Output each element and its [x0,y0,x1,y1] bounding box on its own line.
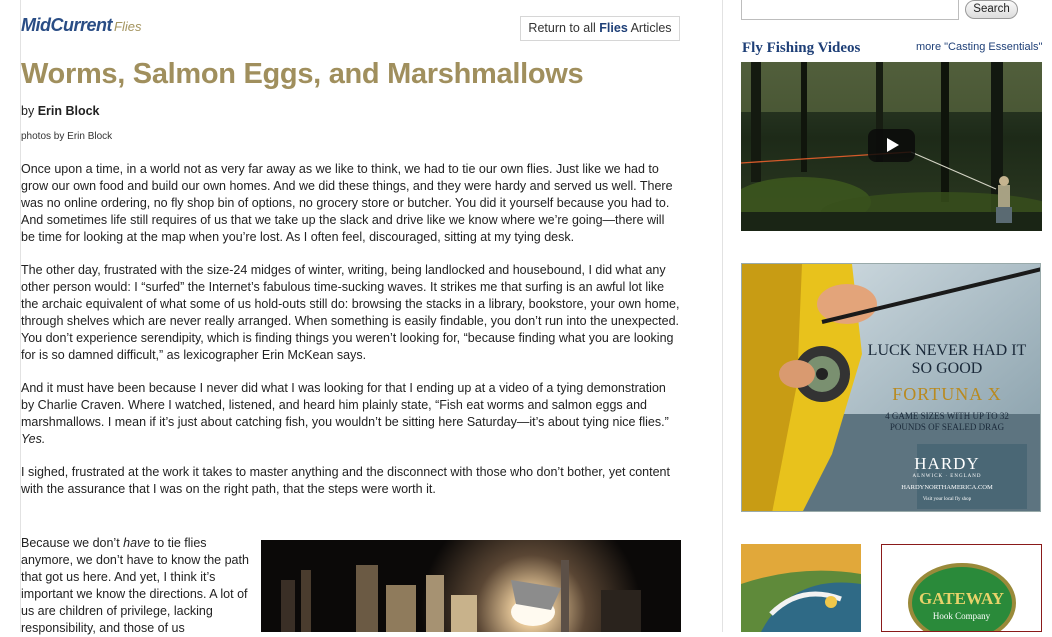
ad-brand: HARDY [914,454,980,473]
sidebar-gateway-ad[interactable] [881,544,1042,632]
section-label[interactable]: Flies [114,19,142,34]
return-to-articles-button[interactable] [520,16,680,41]
videos-heading: Fly Fishing Videos [742,40,861,56]
author-name[interactable]: Erin Block [37,104,100,118]
play-icon[interactable] [868,129,915,162]
photo-credit: photos by Erin Block [21,131,113,142]
gateway-sub: Hook Company [932,611,991,621]
paragraph-5 [21,535,251,637]
search-button[interactable]: Search [965,0,1018,19]
return-suffix: Articles [627,21,672,35]
paragraph-1: Once upon a time, in a world not as very far away as we like to think, we had to tie our own flies. Just like we had to grow our own food and build our own homes. And we did these things, and they were hardy and served us well. There was no online ordering, no fly shop bin of options, no grocery store or butcher. You did it yourself because you had to. And sometimes life still requires of us that we take up the slack and drive like we know where we’re going—there will be time for looking at the map when you’re lost. As I often feel, discouraged, sitting at my tying desk. [21,162,673,244]
tying-desk-photo-art [261,540,681,632]
paragraph-3 [21,380,681,448]
return-section: Flies [599,21,628,35]
ad-url: HARDYNORTHAMERICA.COM [901,484,993,491]
sidebar-thumbnail-fly-art[interactable] [741,544,861,632]
article-photo-tying-desk [261,540,681,632]
paragraph-3-text: And it must have been because I never did what I was looking for that I ending up at a video of a tying demonstration by Charlie Craven. Where I watched, listened, and heard him plainly state, “Fish eat worms and salmon eggs and marshmallows. I mean if it’s just about catching fish, you wouldn’t be sitting here Saturday—it’s about tying nice flies.” [21,381,669,429]
ad-note: Visit your local fly shop [922,497,972,502]
paragraph-5-b: to tie flies anymore, we don’t have to know the path that got us here. And yet, I think it’s important we know the directions. A lot of us are children of privilege, lacking responsibility, and those of us [21,536,249,635]
brand-logo[interactable]: MidCurrent [21,15,112,35]
ad-product: FORTUNA X [892,384,1002,404]
paragraph-5-emphasis: have [123,536,151,550]
ad-brand-sub: ALNWICK · ENGLAND [912,474,982,479]
paragraph-2: The other day, frustrated with the size-24 midges of winter, writing, being landlocked and housebound, I did what any other person would: I “surfed” the Internet’s fabulous time-sucking waves. It strikes me that surfing is an awful lot like the archaic equivalent of what some of us hold-outs still do: browsing the stacks in a library, bookstore, your own home, through shelves which are never really arranged. When something is easily findable, you don’t run into the unexpected. You don’t experience serendipity, which is finding things you weren’t looking for, “because finding what you are looking for is so damned difficult,” as lexicographer Erin McKean says. [21,263,680,362]
article-title: Worms, Salmon Eggs, and Marshmallows [21,58,584,90]
ad-features: 4 GAME SIZES WITH UP TO 32 POUNDS OF SEALED DRAG [885,411,1009,432]
fly-painting-art [741,544,861,632]
more-videos-link[interactable]: more "Casting Essentials" [916,41,1043,53]
byline [21,104,100,118]
article-body [21,161,681,514]
gateway-name: GATEWAY [918,589,1005,608]
ad-headline: LUCK NEVER HAD IT SO GOOD [867,342,1027,377]
paragraph-5-a: Because we don’t [21,536,124,550]
paragraph-3-emphasis: Yes. [21,432,46,446]
byline-prefix: by [21,104,38,118]
paragraph-4: I sighed, frustrated at the work it takes to master anything and the disconnect with those who don’t bother, yet content with the assurance that I was on the right path, that the steps were worth it. [21,465,670,496]
video-player[interactable] [741,62,1042,231]
return-prefix: Return to all [528,21,600,35]
hardy-fortuna-ad[interactable] [741,263,1041,512]
search-input[interactable] [741,0,959,20]
